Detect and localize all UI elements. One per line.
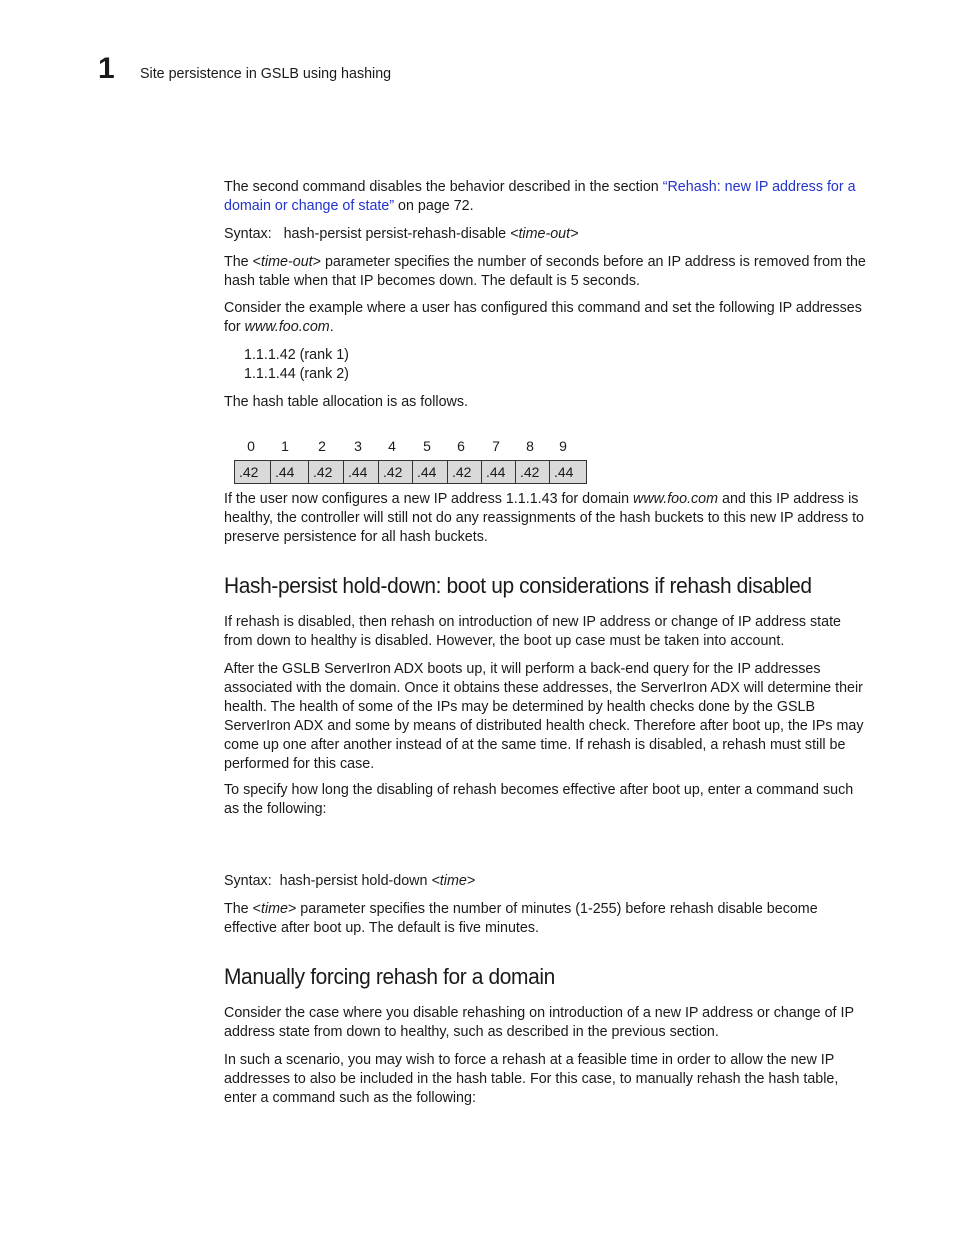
hash-bucket-cell: .44 xyxy=(554,464,574,480)
syntax-command: hash-persist hold-down xyxy=(279,873,428,889)
hash-bucket-cell: .42 xyxy=(379,461,413,483)
syntax-argument: <time-out> xyxy=(510,226,579,242)
example-end: . xyxy=(329,319,334,335)
param-name: time-out xyxy=(260,254,313,270)
syntax-label: Syntax: xyxy=(224,873,272,889)
hold-down-paragraph-1: If rehash is disabled, then rehash on introduction of new IP address or change of IP address state from down to healthy is disabled. However, the boot up case must be taken into account. xyxy=(224,614,842,649)
bucket-index: 2 xyxy=(318,438,326,454)
intro-paragraph xyxy=(224,178,869,216)
syntax-command: hash-persist persist-rehash-disable xyxy=(283,226,507,242)
list-item: 1.1.1.44 (rank 2) xyxy=(244,366,349,382)
intro-page-ref: on page 72. xyxy=(394,198,474,214)
bucket-index: 5 xyxy=(423,438,431,454)
hash-bucket-cell: .44 xyxy=(271,461,309,483)
param-description: > parameter specifies the number of minutes (1-255) before rehash disable become effective after boot up. The default is five minutes. xyxy=(224,901,818,936)
bucket-index: 0 xyxy=(247,438,255,454)
hash-bucket-cell: .42 xyxy=(516,461,550,483)
manual-rehash-paragraph-1: Consider the case where you disable rehashing on introduction of a new IP address or change of IP address state from down to healthy, such as described in the previous section. xyxy=(224,1005,854,1040)
time-param-paragraph xyxy=(224,900,869,938)
syntax-line-persist-rehash xyxy=(224,225,869,244)
section-heading-hold-down: Hash-persist hold-down: boot up considerations if rehash disabled xyxy=(224,573,812,598)
list-item: 1.1.1.42 (rank 1) xyxy=(244,347,349,363)
example-paragraph xyxy=(224,299,869,337)
hash-bucket-cell: .44 xyxy=(482,461,516,483)
followup-domain: www.foo.com xyxy=(633,491,719,507)
syntax-label: Syntax: xyxy=(224,226,272,242)
example-domain: www.foo.com xyxy=(244,319,330,335)
allocation-text: The hash table allocation is as follows. xyxy=(224,394,468,410)
bucket-index: 3 xyxy=(354,438,362,454)
bucket-index: 7 xyxy=(492,438,500,454)
intro-text: The second command disables the behavior described in the section xyxy=(224,179,663,195)
followup-end: and this IP address is healthy, the controller will still not do any reassignments of the hash buckets to this new IP address to preserve persistence for all hash buckets. xyxy=(224,491,864,545)
followup-paragraph xyxy=(224,490,869,547)
followup-text: If the user now configures a new IP address 1.1.1.43 for domain xyxy=(224,491,634,507)
hash-bucket-cell: .44 xyxy=(413,461,448,483)
bucket-index: 4 xyxy=(388,438,396,454)
param-prefix: The < xyxy=(224,254,261,270)
syntax-line-hold-down xyxy=(224,872,869,891)
hash-bucket-row xyxy=(234,460,587,484)
example-text: Consider the example where a user has configured this command and set the following IP addresses for xyxy=(224,300,862,335)
param-description: > parameter specifies the number of seconds before an IP address is removed from the hash table when that IP becomes down. The default is 5 seconds. xyxy=(224,254,866,289)
section-heading-manual-rehash: Manually forcing rehash for a domain xyxy=(224,964,555,989)
syntax-argument: <time> xyxy=(431,873,476,889)
running-title: Site persistence in GSLB using hashing xyxy=(140,66,392,82)
param-name: time xyxy=(260,901,288,917)
hold-down-paragraph-3: To specify how long the disabling of rehash becomes effective after boot up, enter a command such as the following: xyxy=(224,782,854,817)
manual-rehash-paragraph-2: In such a scenario, you may wish to force a rehash at a feasible time in order to allow the new IP addresses to also be included in the hash table. For this case, to manually rehash the hash table, enter a command such as the following: xyxy=(224,1052,839,1106)
param-prefix: The < xyxy=(224,901,261,917)
bucket-index: 9 xyxy=(559,438,567,454)
chapter-number: 1 xyxy=(98,52,115,85)
hash-bucket-cell: .42 xyxy=(309,461,344,483)
hash-bucket-cell: .42 xyxy=(235,461,271,483)
bucket-index: 1 xyxy=(281,438,289,454)
bucket-index: 8 xyxy=(526,438,534,454)
hash-bucket-cell: .42 xyxy=(448,461,482,483)
bucket-index: 6 xyxy=(457,438,465,454)
hash-bucket-cell: .44 xyxy=(344,461,379,483)
ip-address-list xyxy=(244,346,889,384)
hold-down-paragraph-2: After the GSLB ServerIron ADX boots up, it will perform a back-end query for the IP addresses associated with the domain. Once it obtains these addresses, the ServerIron ADX will determine their health. The health of some of the IPs may be determined by health checks done by the GSLB ServerIron ADX and some by means of distributed health check. Therefore after boot up, the IPs may come up one after another instead of at the same time. If rehash is disabled, a rehash must still be performed for this case. xyxy=(224,661,864,772)
timeout-param-paragraph xyxy=(224,253,869,291)
rehash-section-link[interactable]: “Rehash: new IP address for a domain or change of state” xyxy=(224,179,856,214)
